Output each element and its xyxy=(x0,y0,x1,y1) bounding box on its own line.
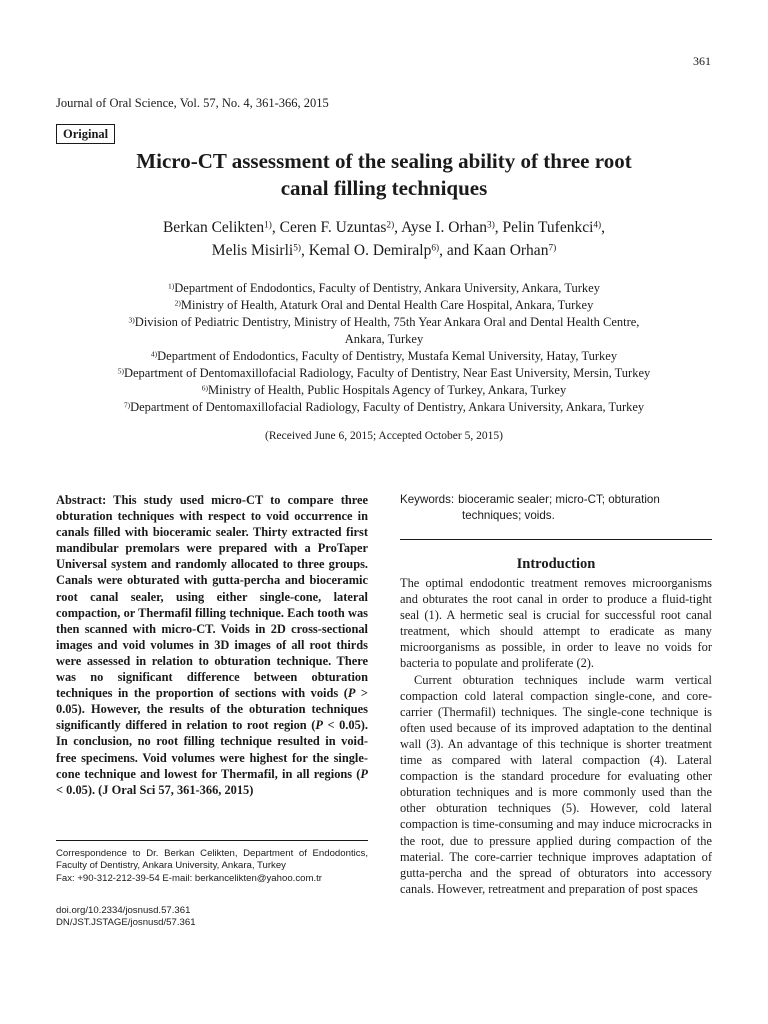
affiliation xyxy=(56,382,712,399)
affiliation-mark: 7) xyxy=(123,400,131,410)
keywords-bottom-rule xyxy=(400,539,712,540)
author-name: Pelin Tufenkci xyxy=(502,219,594,236)
p-value-symbol: P xyxy=(315,718,323,733)
affiliation xyxy=(56,348,712,365)
keywords-text-continued: techniques; voids. xyxy=(462,509,555,522)
correspondence-text: Correspondence to Dr. Berkan Celikten, Department of Endodontics, Faculty of Dentistry, Ankara University, Ankara, Turkey xyxy=(56,848,368,872)
received-dates: (Received June 6, 2015; Accepted October 5, 2015) xyxy=(265,430,503,442)
abstract-bottom-rule xyxy=(56,840,368,841)
author-affil-mark: 6) xyxy=(431,243,440,254)
author-affil-mark: 3) xyxy=(487,220,495,231)
abstract-text: < 0.05). (J Oral Sci 57, 361-366, 2015) xyxy=(56,782,254,797)
affiliation-text: Department of Endodontics, Faculty of Dentistry, Mustafa Kemal University, Hatay, Turkey xyxy=(157,349,618,363)
author-line-2: Melis Misirli$^{5)}$, Kemal O. Demiralp$^{6)}$, and Kaan Orhan$^{7)}$ xyxy=(211,242,557,259)
affiliation-text: Department of Endodontics, Faculty of Dentistry, Ankara University, Ankara, Turkey xyxy=(174,281,600,295)
affiliation-text: Division of Pediatric Dentistry, Ministry of Health, 75th Year Ankara Oral and Dental Health Centre, xyxy=(134,315,640,329)
affiliation-continuation: Ankara, Turkey xyxy=(344,332,424,346)
author-name: Kemal O. Demiralp xyxy=(308,242,432,259)
introduction-body xyxy=(400,575,712,897)
author-affil-mark: 2) xyxy=(386,220,395,231)
author-list xyxy=(56,216,712,262)
author-name: Kaan Orhan xyxy=(473,242,549,259)
affiliation-mark: 1) xyxy=(168,281,175,291)
affiliation-text: Department of Dentomaxillofacial Radiology, Faculty of Dentistry, Ankara University, Ankara, Turkey xyxy=(130,400,645,414)
article-type-badge: Original xyxy=(56,124,115,144)
abstract-label: Abstract: xyxy=(56,493,107,507)
author-affil-mark: 1) xyxy=(264,220,272,231)
intro-paragraph-2: Current obturation techniques include warm vertical compaction cold lateral compaction single-cone, and core-carrier (Thermafil) techniques. The single-cone technique is often used because of its improved adaptation to the dentinal wall (3). An advantage of this technique is shorter treatment time as compared with lateral compaction (4). Lateral compaction is the standard procedure for evaluating other obturation techniques and is more commonly used than the other obturation techniques (5). However, cold lateral compaction is time-consuming and may induce microcracks in the root, due to pressure applied during compaction of the material. The core-carrier technique improves adaptation of gutta-percha and the spread of obturators into accessory canals. However, retreatment and preparation of post spaces xyxy=(400,672,712,896)
author-affil-mark: 7) xyxy=(548,243,557,254)
affiliation-mark: 3) xyxy=(128,315,135,325)
affiliation-mark: 6) xyxy=(201,383,209,393)
author-line-1: Berkan Celikten$^{1)}$, Ceren F. Uzuntas$^{2)}$, Ayse I. Orhan$^{3)}$, Pelin Tufenkci$^{4)}$, xyxy=(162,219,606,236)
intro-paragraph-1: The optimal endodontic treatment removes microorganisms and obturates the root canal in order to produce a fluid-tight seal (1). A hermetic seal is crucial for successful root canal treatment, which should attempt to eradicate as many microorganisms as possible, in order to leave no voids for bacteria to populate and proliferate (2). xyxy=(400,576,712,671)
abstract-text: < 0.05). In conclusion, no root filling technique resulted in void-free specimens. Void volumes were highest for the single-cone technique and lowest for Thermafil, in all regions ( xyxy=(56,718,368,781)
author-name: Berkan Celikten xyxy=(162,219,265,236)
abstract-text: This study used micro-CT to compare three obturation techniques with respect to void occurrence in canals filled with bioceramic sealer. Thirty extracted first mandibular premolars were prepared with a ProTaper Universal system and randomly allocated to three groups. Canals were obturated with gutta-percha and bioceramic root canal sealer, using either single-cone, lateral compaction, or Thermafil filling technique. Each tooth was then scanned with micro-CT. Voids in 2D cross-sectional images and void volumes in 3D images of all root thirds were assessed in relation to obturation technique. There was no significant difference between obturation techniques in the proportion of sections with voids ( xyxy=(56,493,368,701)
title-line-2: canal filling techniques xyxy=(280,176,488,200)
keywords-label: Keywords: xyxy=(400,493,455,506)
author-name: Ayse I. Orhan xyxy=(401,219,488,236)
article-title xyxy=(56,148,712,202)
page-number: 361 xyxy=(693,54,711,68)
doi-link[interactable]: doi.org/10.2334/josnusd.57.361 xyxy=(56,905,191,916)
abstract xyxy=(56,492,368,798)
jstage-id: DN/JST.JSTAGE/josnusd/57.361 xyxy=(56,917,196,929)
affiliation-list xyxy=(56,280,712,416)
affiliation xyxy=(56,314,712,331)
introduction-heading: Introduction xyxy=(516,556,596,572)
keywords xyxy=(400,492,712,524)
affiliation-text: Ministry of Health, Ataturk Oral and Dental Health Care Hospital, Ankara, Turkey xyxy=(180,298,594,312)
p-value-symbol: P xyxy=(360,766,368,781)
keywords-text: bioceramic sealer; micro-CT; obturation xyxy=(458,493,660,506)
affiliation-text: Department of Dentomaxillofacial Radiology, Faculty of Dentistry, Near East University, Mersin, Turkey xyxy=(123,366,651,380)
correspondence-contact: Fax: +90-312-212-39-54 E-mail: berkancelikten@yahoo.com.tr xyxy=(56,872,322,884)
title-line-1: Micro-CT assessment of the sealing ability of three root xyxy=(136,149,632,173)
affiliation xyxy=(56,365,712,382)
affiliation xyxy=(56,297,712,314)
author-name: Ceren F. Uzuntas xyxy=(279,219,387,236)
affiliation-mark: 5) xyxy=(117,366,124,376)
affiliation xyxy=(56,280,712,297)
author-affil-mark: 5) xyxy=(293,243,301,254)
keywords-row xyxy=(400,492,712,508)
affiliation xyxy=(56,399,712,416)
affiliation-mark: 4) xyxy=(150,349,158,359)
abstract-text: > 0.05). However, the results of the obturation techniques significantly differed in relation to root region ( xyxy=(56,686,368,733)
p-value-symbol: P xyxy=(347,686,356,701)
correspondence-note xyxy=(56,848,368,885)
journal-reference: Journal of Oral Science, Vol. 57, No. 4, 361-366, 2015 xyxy=(56,96,329,110)
author-name: Melis Misirli xyxy=(211,242,294,259)
doi-block xyxy=(56,905,196,930)
affiliation-mark: 2) xyxy=(174,298,181,308)
author-affil-mark: 4) xyxy=(593,220,602,231)
affiliation-text: Ministry of Health, Public Hospitals Agency of Turkey, Ankara, Turkey xyxy=(208,383,567,397)
